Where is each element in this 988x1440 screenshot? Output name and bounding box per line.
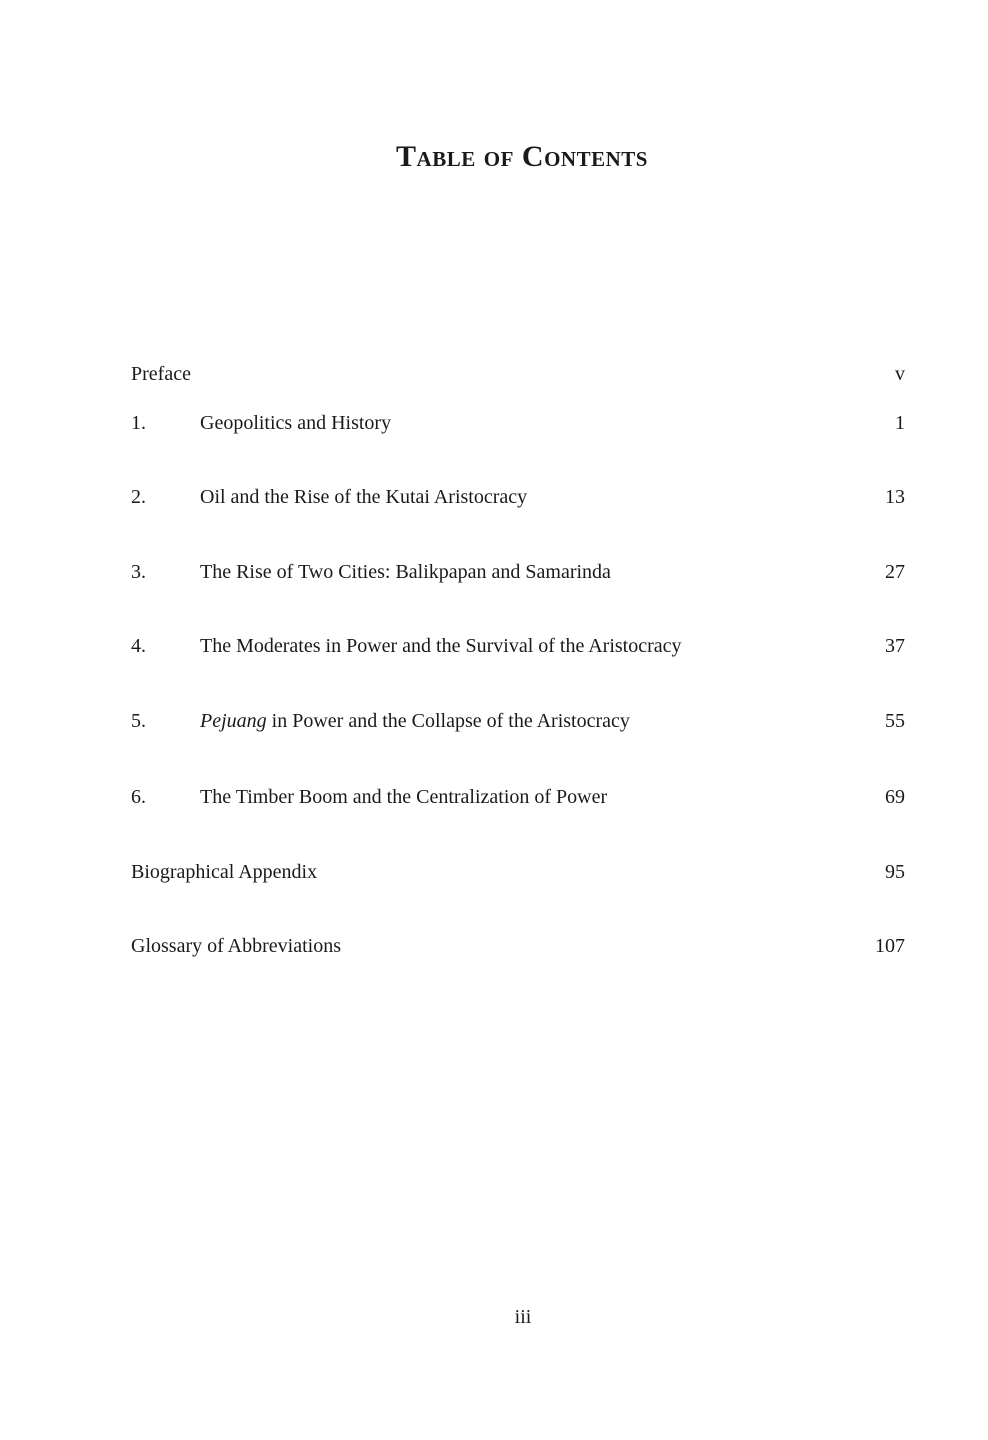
toc-entry-chapter-1	[131, 409, 905, 437]
toc-entry-number: 2.	[131, 486, 146, 508]
toc-entry-label: Glossary of Abbreviations	[131, 935, 341, 957]
page-title: Table of Contents	[396, 140, 648, 173]
toc-entry-page: 27	[885, 561, 905, 583]
toc-entry-page: 13	[885, 486, 905, 508]
toc-entry-label: Geopolitics and History	[200, 412, 392, 434]
toc-entry-number: 6.	[131, 786, 146, 808]
toc-entry-label-rest: in Power and the Collapse of the Aristocracy	[266, 710, 630, 732]
toc-entry-page: 95	[885, 861, 905, 883]
toc-entry-label: Preface	[131, 363, 191, 385]
toc-entry-number: 1.	[131, 412, 146, 434]
toc-entry-label: Oil and the Rise of the Kutai Aristocracy	[200, 486, 528, 508]
page-number: iii	[514, 1306, 532, 1328]
toc-entry-page: v	[895, 363, 905, 385]
toc-entry-number: 5.	[131, 710, 146, 732]
toc-entry-label: Biographical Appendix	[131, 861, 318, 883]
toc-entry-number: 4.	[131, 635, 146, 657]
toc-entry-page: 37	[885, 635, 905, 657]
toc-entry-page: 55	[885, 710, 905, 732]
toc-entry-page: 69	[885, 786, 905, 808]
toc-entry-chapter-5	[131, 707, 905, 735]
toc-entry-label: The Rise of Two Cities: Balikpapan and Samarinda	[200, 561, 611, 583]
toc-entry-chapter-4	[131, 632, 905, 660]
toc-entry-chapter-6	[131, 783, 905, 811]
toc-entry-biographical-appendix	[131, 858, 905, 886]
toc-entry-page: 107	[875, 935, 905, 957]
toc-entry-preface	[131, 360, 905, 388]
toc-entry-label: The Moderates in Power and the Survival of the Aristocracy	[200, 635, 682, 657]
toc-entry-label: The Timber Boom and the Centralization of Power	[200, 786, 608, 808]
toc-entry-page: 1	[895, 412, 905, 434]
toc-entry-glossary	[131, 932, 905, 960]
toc-entry-number: 3.	[131, 561, 146, 583]
toc-entry-label-italic: Pejuang	[200, 710, 267, 732]
toc-entry-label	[200, 707, 630, 735]
toc-entry-chapter-2	[131, 483, 905, 511]
toc-entry-chapter-3	[131, 558, 905, 586]
